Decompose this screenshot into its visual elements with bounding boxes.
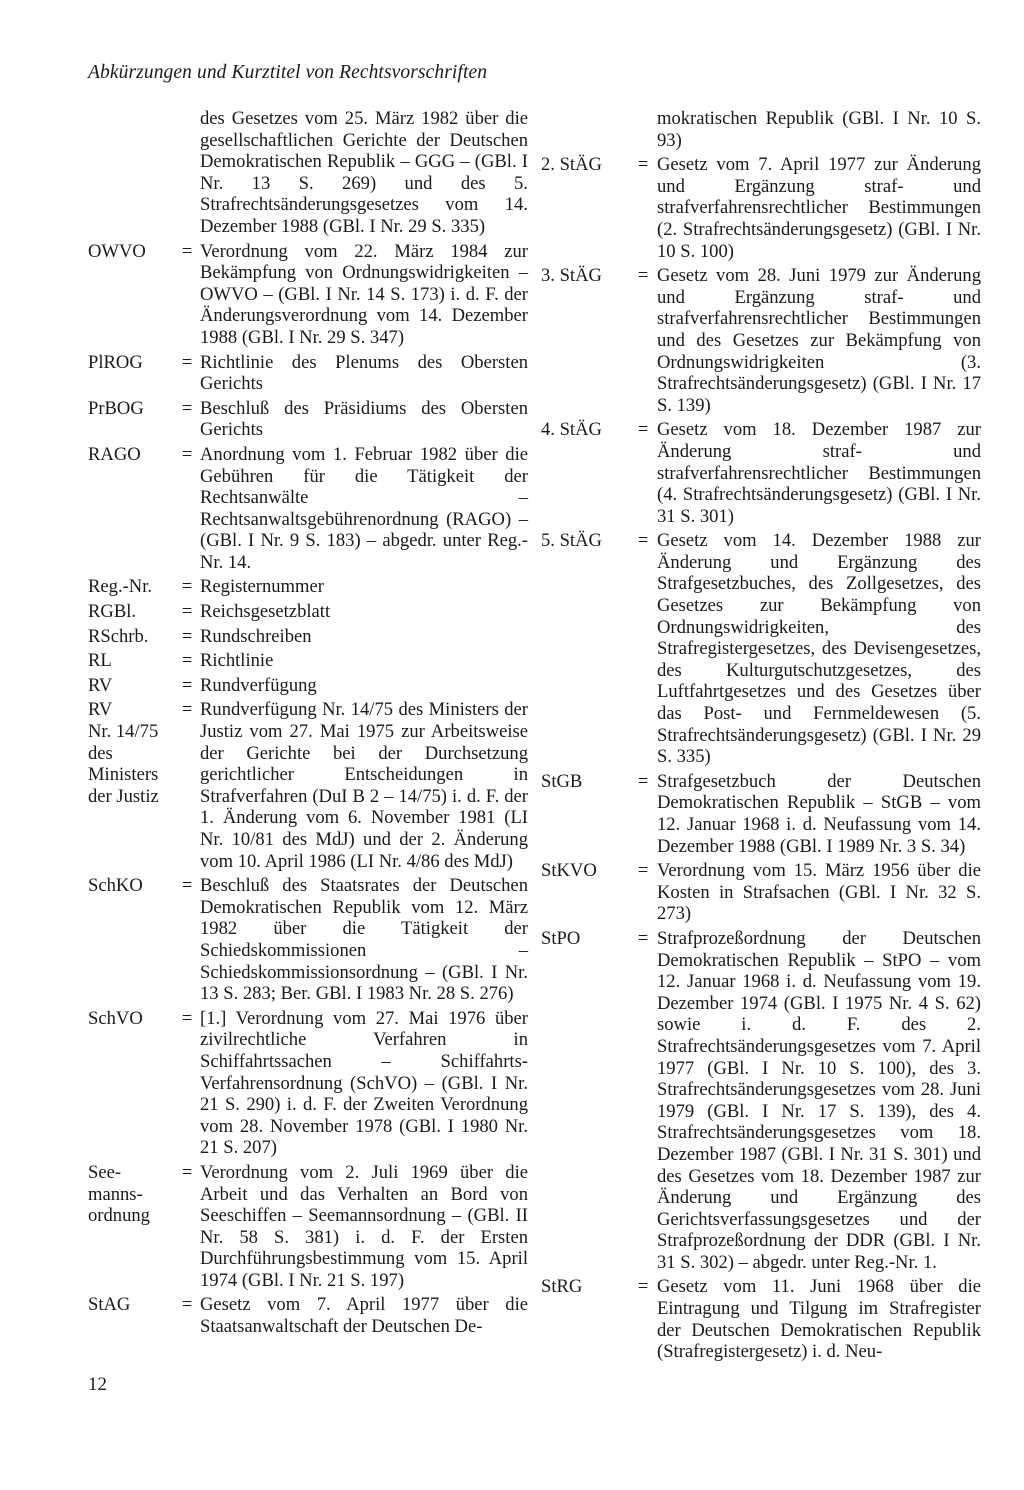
entry-definition: Gesetz vom 7. April 1977 zur Änderung und Ergänzung straf- und strafverfahrensrechtlicher Bestimmungen (2. Strafrechtsänderungsgesetz) (GBl. I Nr. 10 S. 100) — [657, 154, 981, 262]
entry-abbr: PlROG — [88, 351, 143, 373]
entry-equals: = — [637, 770, 649, 792]
entry-definition: Strafgesetzbuch der Deutschen Demokratischen Republik – StGB – vom 12. Januar 1968 i. d. Neufassung vom 14. Dezember 1988 (GBl. I 1989 Nr. 3 S. 34) — [657, 770, 981, 857]
entry-rago — [88, 444, 528, 574]
entry-reg-nr — [88, 576, 528, 598]
entry-definition: Verordnung vom 22. März 1984 zur Bekämpfung von Ordnungswidrigkeiten – OWVO – (GBl. I Nr. 14 S. 173) i. d. F. der Änderungsverordnung vom 14. Dezember 1988 (GBl. I Nr. 29 S. 347) — [200, 240, 528, 348]
entry-definition: Rundschreiben — [200, 625, 312, 647]
entry-definition: Beschluß des Staatsrates der Deutschen Demokratischen Republik vom 12. März 1982 über die Tätigkeit der Schiedskommissionen – Schiedskommissionsordnung – (GBl. I Nr. 13 S. 283; Ber. GBl. I 1983 Nr. 28 S. 276) — [200, 875, 528, 1005]
page-header: Abkürzungen und Kurztitel von Rechtsvorschriften — [88, 62, 488, 83]
entry-stag — [88, 1294, 528, 1337]
entry-definition: Richtlinie des Plenums des Obersten Gerichts — [200, 351, 528, 395]
entry-abbr: SchVO — [88, 1007, 143, 1029]
entry-equals: = — [181, 875, 193, 897]
entry-abbr: RL — [88, 650, 112, 672]
entry-owvo — [88, 241, 528, 349]
entry-5-stag — [541, 530, 981, 768]
entry-definition: Verordnung vom 15. März 1956 über die Kosten in Strafsachen (GBl. I Nr. 32 S. 273) — [657, 860, 981, 925]
entry-equals: = — [637, 860, 649, 882]
entry-definition: des Gesetzes vom 25. März 1982 über die gesellschaftlichen Gerichte der Deutschen Demokratischen Republik – GGG – (GBl. I Nr. 13 S. 269) und des 5. Strafrechtsänderungsgesetzes vom 14. Dezember 1988 (GBl. I Nr. 29 S. 335) — [200, 108, 528, 237]
entry-abbr — [88, 108, 174, 238]
entry-abbr: RAGO — [88, 443, 141, 465]
entry-definition: Gesetz vom 14. Dezember 1988 zur Änderung und Ergänzung des Strafgesetzbuches, des Zollgesetzes, des Gesetzes zur Bekämpfung von Ordnungswidrigkeiten, des Strafregistergesetzes, des Devisengesetzes, des Kulturgutschutzgesetzes, des Luftfahrtgesetzes und des Gesetzes über das Post- und Fernmeldewesen (5. Strafrechtsänderungsgesetz) (GBl. I Nr. 29 S. 335) — [657, 530, 981, 768]
entry-equals: = — [637, 154, 649, 176]
entry-abbr: RSchrb. — [88, 625, 149, 647]
entry-equals: = — [637, 530, 649, 552]
entry-definition: Gesetz vom 28. Juni 1979 zur Änderung und Ergänzung straf- und strafverfahrensrechtlicher Bestimmungen und des Gesetzes zur Bekämpfung von Ordnungswidrigkeiten (3. Strafrechtsänderungsgesetz) (GBl. I Nr. 17 S. 139) — [657, 265, 981, 416]
entry-equals: = — [181, 240, 193, 262]
entry-stpo — [541, 928, 981, 1274]
entry-rschrb — [88, 626, 528, 648]
entry-equals: = — [637, 265, 649, 287]
entry-equals: = — [181, 1294, 193, 1316]
entry-equals: = — [181, 699, 193, 721]
entry-abbr: StGB — [541, 770, 583, 792]
entry-equals: = — [181, 443, 193, 465]
entry-equals: = — [181, 674, 193, 696]
entry-definition: Richtlinie — [200, 650, 274, 672]
entry-definition: Registernummer — [200, 576, 324, 598]
entry-rgbl — [88, 601, 528, 623]
entry-schko — [88, 875, 528, 1005]
entry-plrog — [88, 352, 528, 395]
entry-equals: = — [637, 927, 649, 949]
entry-abbr: StKVO — [541, 860, 597, 882]
entry-stkvo — [541, 860, 981, 925]
entry-abbr: RGBl. — [88, 601, 137, 623]
entry-abbr: 5. StÄG — [541, 530, 602, 552]
page-number: 12 — [88, 1374, 107, 1395]
entry-definition: Gesetz vom 18. Dezember 1987 zur Änderung straf- und strafverfahrensrechtlicher Bestimmungen (4. Strafrechtsänderungsgesetz) (GBl. I Nr. 31 S. 301) — [657, 419, 981, 527]
entry-equals: = — [181, 650, 193, 672]
entry-abbr: PrBOG — [88, 397, 144, 419]
entry-seemannsordnung — [88, 1162, 528, 1292]
entry-abbr — [541, 108, 629, 151]
entry-abbr: Reg.-Nr. — [88, 576, 153, 598]
entry-equals: = — [181, 1161, 193, 1183]
entry-4-stag — [541, 419, 981, 527]
entry-2-stag — [541, 154, 981, 262]
entry-equals: = — [637, 1276, 649, 1298]
entry-definition: Rundverfügung — [200, 674, 317, 696]
entry-abbr: RV Nr. 14/75 des Ministers der Justiz — [88, 699, 159, 807]
entry-abbr: RV — [88, 674, 113, 696]
entry-definition: Reichsgesetzblatt — [200, 601, 331, 623]
entry-equals: = — [181, 351, 193, 373]
entry-equals — [174, 108, 200, 238]
entry-equals: = — [181, 576, 193, 598]
entry-abbr: 2. StÄG — [541, 154, 602, 176]
entry-definition: Gesetz vom 11. Juni 1968 über die Eintragung und Tilgung im Strafregister der Deutschen Demokratischen Republik (Strafregistergesetz) i. d. Neu- — [657, 1276, 981, 1363]
entry-prbog — [88, 398, 528, 441]
entry-definition: Verordnung vom 2. Juli 1969 über die Arbeit und das Verhalten an Bord von Seeschiffen – Seemannsordnung – (GBl. II Nr. 58 S. 381) i. d. F. der Ersten Durchführungsbestimmung vom 15. April 1974 (GBl. I Nr. 21 S. 197) — [200, 1161, 528, 1291]
entry-continuation — [541, 108, 981, 151]
entry-equals — [629, 108, 657, 151]
entry-abbr: StPO — [541, 927, 581, 949]
entry-definition: Gesetz vom 7. April 1977 über die Staatsanwaltschaft der Deutschen De- — [200, 1294, 528, 1338]
entry-rl — [88, 650, 528, 672]
entry-equals: = — [181, 625, 193, 647]
right-column — [541, 108, 981, 1366]
entry-3-stag — [541, 265, 981, 416]
entry-rv — [88, 675, 528, 697]
entry-definition: Anordnung vom 1. Februar 1982 über die Gebühren für die Tätigkeit der Rechtsanwälte – Rechtsanwaltsgebührenordnung (RAGO) – (GBl. I Nr. 9 S. 183) – abgedr. unter Reg.-Nr. 14. — [200, 443, 528, 573]
entry-abbr: StRG — [541, 1276, 583, 1298]
entry-abbr: StAG — [88, 1294, 131, 1316]
entry-abbr: OWVO — [88, 240, 146, 262]
entry-equals: = — [181, 397, 193, 419]
entry-definition: [1.] Verordnung vom 27. Mai 1976 über zivilrechtliche Verfahren in Schiffahrtssachen – Schiffahrts-Verfahrensordnung (SchVO) – (GBl. I Nr. 21 S. 290) i. d. F. der Zweiten Verordnung vom 28. November 1978 (GBl. I 1980 Nr. 21 S. 207) — [200, 1007, 528, 1159]
entry-stgb — [541, 771, 981, 857]
entry-abbr: 3. StÄG — [541, 265, 602, 287]
entry-definition: Beschluß des Präsidiums des Obersten Gerichts — [200, 397, 528, 441]
entry-continuation — [88, 108, 528, 238]
entry-definition: Rundverfügung Nr. 14/75 des Ministers der Justiz vom 27. Mai 1975 zur Arbeitsweise der Gerichte bei der Durchsetzung gerichtlicher Entscheidungen in Strafverfahren (DuI B 2 – 14/75) i. d. F. der 1. Änderung vom 6. November 1981 (LI Nr. 10/81 des MdJ) und der 2. Änderung vom 10. April 1986 (LI Nr. 4/86 des MdJ) — [200, 699, 528, 872]
left-column — [88, 108, 528, 1341]
entry-equals: = — [181, 1007, 193, 1029]
entry-equals: = — [181, 601, 193, 623]
entry-definition: Strafprozeßordnung der Deutschen Demokratischen Republik – StPO – vom 12. Januar 1968 i. d. Neufassung vom 19. Dezember 1974 (GBl. I 1975 Nr. 4 S. 62) sowie i. d. F. des 2. Strafrechtsänderungsgesetzes vom 7. April 1977 (GBl. I Nr. 10 S. 100), des 3. Strafrechtsänderungsgesetzes vom 28. Juni 1979 (GBl. I Nr. 17 S. 139), des 4. Strafrechtsänderungsgesetzes vom 18. Dezember 1987 (GBl. I Nr. 31 S. 301) und des Gesetzes vom 18. Dezember 1987 zur Änderung und Ergänzung des Gerichtsverfassungsgesetzes und der Strafprozeßordnung der DDR (GBl. I Nr. 31 S. 302) – abgedr. unter Reg.-Nr. 1. — [657, 927, 981, 1273]
entry-abbr: 4. StÄG — [541, 419, 602, 441]
entry-equals: = — [637, 419, 649, 441]
entry-abbr: SchKO — [88, 875, 143, 897]
entry-rv-14-75 — [88, 699, 528, 872]
entry-abbr: See- manns- ordnung — [88, 1161, 150, 1227]
entry-definition: mokratischen Republik (GBl. I Nr. 10 S. 93) — [657, 108, 981, 151]
entry-schvo — [88, 1008, 528, 1159]
entry-strg — [541, 1276, 981, 1362]
